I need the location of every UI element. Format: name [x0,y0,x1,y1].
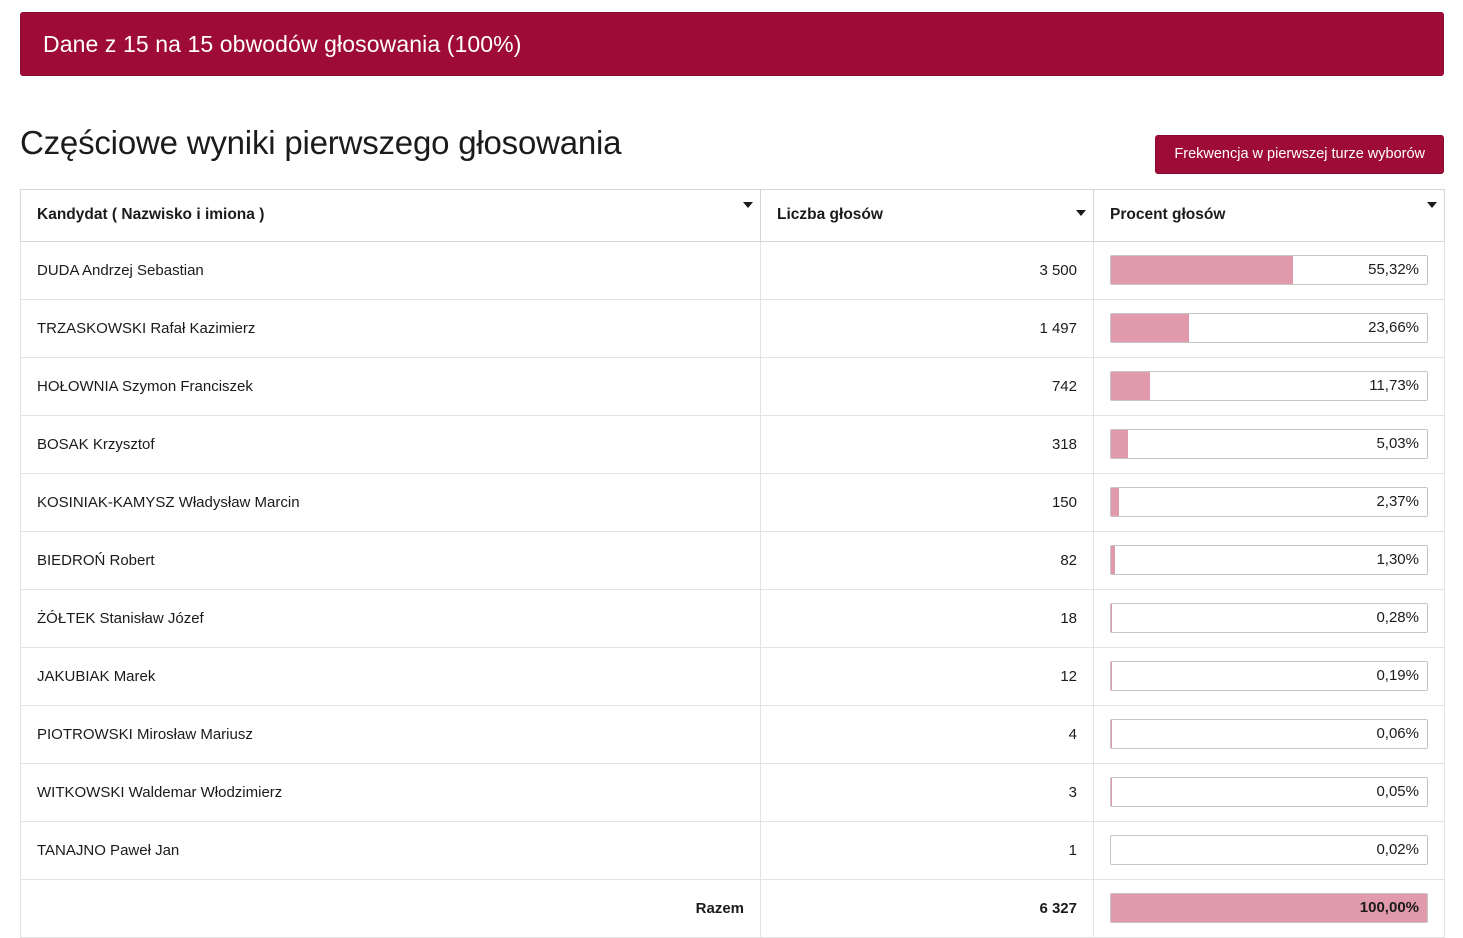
column-header-votes[interactable] [761,190,1094,242]
table-row [21,590,1445,648]
candidate-votes: 18 [761,590,1094,648]
candidate-name: TANAJNO Paweł Jan [21,822,761,880]
candidate-name: DUDA Andrzej Sebastian [21,242,761,300]
frequency-first-round-button[interactable]: Frekwencja w pierwszej turze wyborów [1155,135,1444,174]
table-row [21,300,1445,358]
candidate-percent-cell [1094,242,1445,300]
candidate-percent-label: 0,19% [1376,662,1419,690]
candidate-percent-label: 0,28% [1376,604,1419,632]
sort-ascending-icon[interactable] [743,202,753,208]
candidate-percent-label: 0,06% [1376,720,1419,748]
candidate-percent-cell [1094,648,1445,706]
candidate-percent-label: 0,05% [1376,778,1419,806]
table-row [21,706,1445,764]
percent-bar-fill [1111,372,1150,400]
candidate-percent-cell [1094,764,1445,822]
results-table-head [21,190,1445,242]
candidate-name: KOSINIAK-KAMYSZ Władysław Marcin [21,474,761,532]
candidate-percent-cell [1094,822,1445,880]
column-header-candidate[interactable] [21,190,761,242]
percent-bar-fill [1111,604,1112,632]
candidate-percent-cell [1094,416,1445,474]
percent-bar-fill [1111,546,1115,574]
candidate-percent-label: 11,73% [1369,372,1419,400]
candidate-percent-label: 0,02% [1376,836,1419,864]
results-table-body [21,242,1445,938]
table-row [21,242,1445,300]
table-row [21,358,1445,416]
column-header-candidate-label: Kandydat ( Nazwisko i imiona ) [37,206,264,223]
candidate-percent-cell [1094,474,1445,532]
results-table [20,189,1445,938]
candidate-name: PIOTROWSKI Mirosław Mariusz [21,706,761,764]
candidate-percent-label: 23,66% [1368,314,1419,342]
table-row [21,416,1445,474]
table-row [21,822,1445,880]
sort-ascending-icon[interactable] [1427,202,1437,208]
candidate-votes: 4 [761,706,1094,764]
table-row [21,764,1445,822]
percent-bar [1110,371,1428,401]
percent-bar [1110,487,1428,517]
total-percent-cell [1094,880,1445,938]
percent-bar [1110,603,1428,633]
column-header-percent[interactable] [1094,190,1445,242]
table-header-row [21,190,1445,242]
candidate-percent-cell [1094,532,1445,590]
candidate-votes: 3 [761,764,1094,822]
candidate-percent-cell [1094,706,1445,764]
page-title: Częściowe wyniki pierwszego głosowania [20,124,621,162]
candidate-votes: 742 [761,358,1094,416]
candidate-name: WITKOWSKI Waldemar Włodzimierz [21,764,761,822]
candidate-percent-label: 5,03% [1376,430,1419,458]
candidate-percent-cell [1094,590,1445,648]
sort-descending-icon[interactable] [1076,210,1086,216]
total-percent-label: 100,00% [1360,894,1419,922]
candidate-name: ŻÓŁTEK Stanisław Józef [21,590,761,648]
table-total-row [21,880,1445,938]
percent-bar-fill [1111,662,1112,690]
candidate-name: TRZASKOWSKI Rafał Kazimierz [21,300,761,358]
percent-bar [1110,719,1428,749]
candidate-votes: 318 [761,416,1094,474]
percent-bar [1110,545,1428,575]
candidate-percent-label: 55,32% [1368,256,1419,284]
percent-bar-fill [1111,488,1119,516]
percent-bar [1110,313,1428,343]
turnout-banner [20,12,1444,76]
column-header-votes-label: Liczba głosów [777,206,883,223]
candidate-name: JAKUBIAK Marek [21,648,761,706]
candidate-name: BIEDROŃ Robert [21,532,761,590]
candidate-votes: 150 [761,474,1094,532]
candidate-votes: 3 500 [761,242,1094,300]
percent-bar [1110,893,1428,923]
percent-bar [1110,835,1428,865]
candidate-votes: 12 [761,648,1094,706]
candidate-votes: 1 [761,822,1094,880]
turnout-banner-text: Dane z 15 na 15 obwodów głosowania (100%) [43,31,521,58]
table-row [21,532,1445,590]
percent-bar-fill [1111,256,1293,284]
table-row [21,648,1445,706]
candidate-name: BOSAK Krzysztof [21,416,761,474]
candidate-name: HOŁOWNIA Szymon Franciszek [21,358,761,416]
candidate-percent-label: 2,37% [1376,488,1419,516]
percent-bar [1110,429,1428,459]
percent-bar [1110,255,1428,285]
candidate-votes: 82 [761,532,1094,590]
candidate-percent-cell [1094,300,1445,358]
candidate-percent-cell [1094,358,1445,416]
percent-bar-fill [1111,430,1128,458]
column-header-percent-label: Procent głosów [1110,206,1225,223]
total-label: Razem [21,880,761,938]
page-heading-row [20,124,1444,186]
percent-bar [1110,661,1428,691]
percent-bar-fill [1111,314,1189,342]
candidate-votes: 1 497 [761,300,1094,358]
percent-bar [1110,777,1428,807]
candidate-percent-label: 1,30% [1376,546,1419,574]
table-row [21,474,1445,532]
total-votes: 6 327 [761,880,1094,938]
